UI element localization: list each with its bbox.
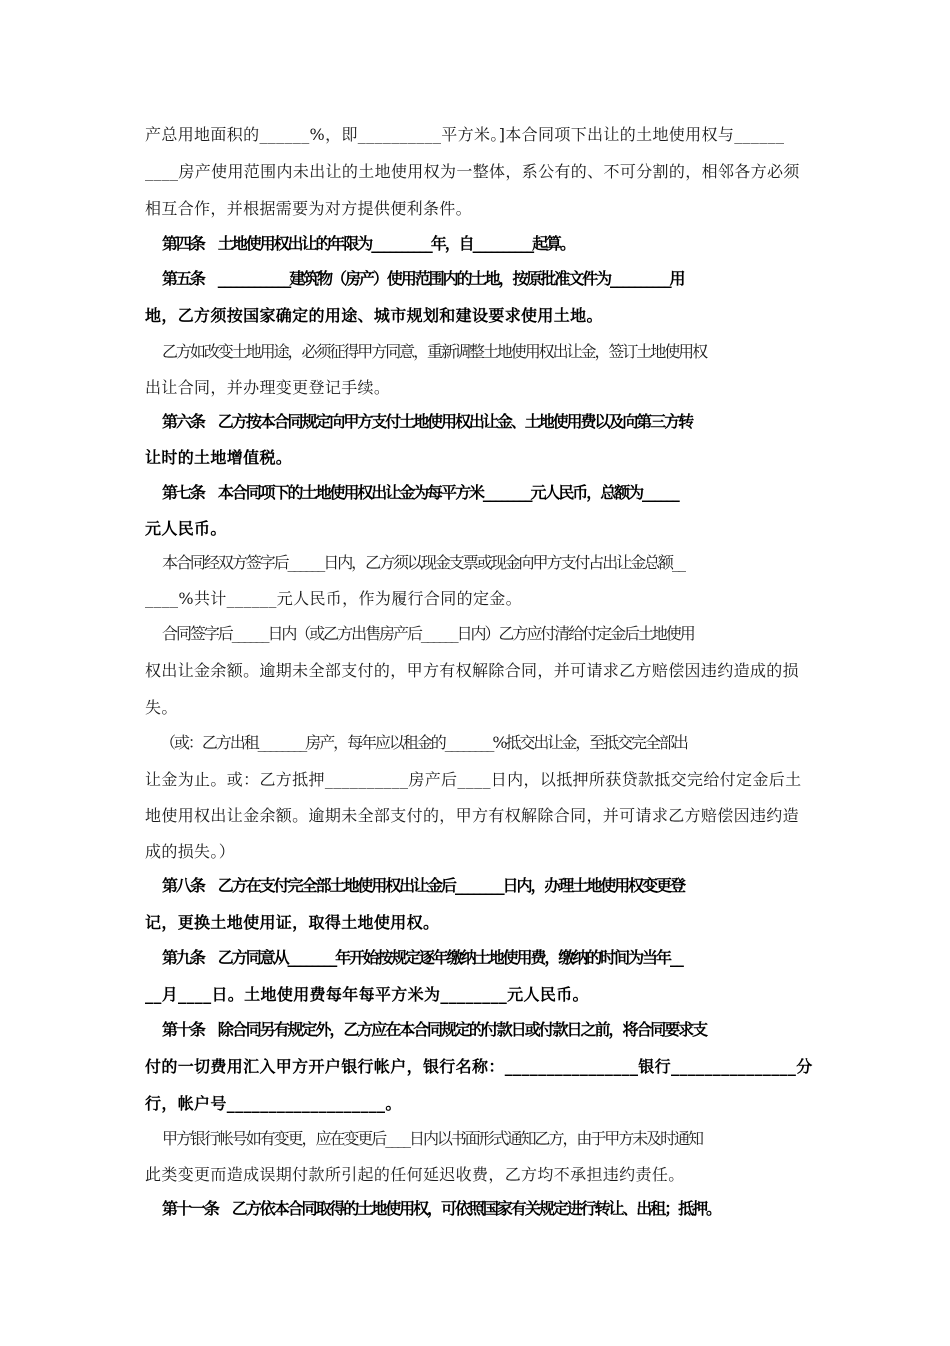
- article-4-line: 第四条 土地使用权出让的年限为__________年，自__________起算。: [162, 234, 574, 253]
- text-line: 合同签字后______日内（或乙方出售房产后______日内）乙方应付清给付定金后土地使用: [162, 624, 694, 643]
- article-10-line: 第十条 除合同另有规定外，乙方应在本合同规定的付款日或付款日之前，将合同要求支: [162, 1020, 707, 1039]
- article-7-line: 第七条 本合同项下的土地使用权出让金为每平方米________元人民币，总额为______: [162, 483, 678, 502]
- text-line: 出让合同，并办理变更登记手续。: [145, 378, 391, 397]
- text-line: 权出让金余额。逾期未全部支付的，甲方有权解除合同，并可请求乙方赔偿因违约造成的损: [145, 661, 800, 680]
- text-line: 让金为止。或：乙方抵押__________房产后____日内，以抵押所获贷款抵交完给付定金后土: [145, 770, 802, 789]
- text-line: 本合同经双方签字后______日内，乙方须以现金支票或现金向甲方支付占出让金总额__: [162, 553, 684, 572]
- article-7-line: 元人民币。: [145, 519, 227, 538]
- article-5-line: 第五条 ____________建筑物（房产）使用范围内的土地，按原批准文件为__________用: [162, 269, 684, 288]
- article-6-line: 让时的土地增值税。: [145, 448, 293, 467]
- text-line: 乙方如改变土地用途，必须征得甲方同意，重新调整土地使用权出让金，签订土地使用权: [162, 342, 707, 361]
- text-line: （或：乙方出租________房产，每年应以租金的________%抵交出让金，至抵交完全部出: [160, 733, 687, 752]
- article-8-line: 记，更换土地使用证，取得土地使用权。: [145, 913, 440, 932]
- article-5-line: 地，乙方须按国家确定的用途、城市规划和建设要求使用土地。: [145, 306, 603, 325]
- text-line: 甲方银行帐号如有变更，应在变更后____日内以书面形式通知乙方，由于甲方未及时通知: [162, 1129, 702, 1148]
- text-line: 地使用权出让金余额。逾期未全部支付的，甲方有权解除合同，并可请求乙方赔偿因违约造: [145, 806, 800, 825]
- text-line: 相互合作，并根据需要为对方提供便利条件。: [145, 199, 473, 218]
- text-line: 此类变更而造成误期付款所引起的任何延迟收费，乙方均不承担违约责任。: [145, 1165, 685, 1184]
- article-11-line: 第十一条 乙方依本合同取得的土地使用权，可依照国家有关规定进行转让、出租；抵押。: [162, 1199, 721, 1218]
- article-6-line: 第六条 乙方按本合同规定向甲方支付土地使用权出让金、土地使用费以及向第三方转: [162, 412, 693, 431]
- article-9-line: __月____日。土地使用费每年每平方米为________元人民币。: [145, 985, 589, 1004]
- article-9-line: 第九条 乙方同意从________年开始按规定逐年缴纳土地使用费，缴纳的时间为当年__: [162, 948, 682, 967]
- text-line: ____%共计______元人民币，作为履行合同的定金。: [145, 589, 523, 608]
- article-8-line: 第八条 乙方在支付完全部土地使用权出让金后________日内，办理土地使用权变更登: [162, 876, 684, 895]
- text-line: 成的损失。）: [145, 842, 236, 861]
- text-line: ____房产使用范围内未出让的土地使用权为一整体，系公有的、不可分割的，相邻各方必须: [145, 162, 800, 181]
- article-10-line: 付的一切费用汇入甲方开户银行帐户，银行名称：________________银行_______________分: [145, 1057, 813, 1076]
- article-10-line: 行，帐户号___________________。: [145, 1094, 402, 1113]
- text-line: 产总用地面积的______%，即__________平方米。]本合同项下出让的土地使用权与______: [145, 125, 785, 144]
- text-line: 失。: [145, 698, 178, 717]
